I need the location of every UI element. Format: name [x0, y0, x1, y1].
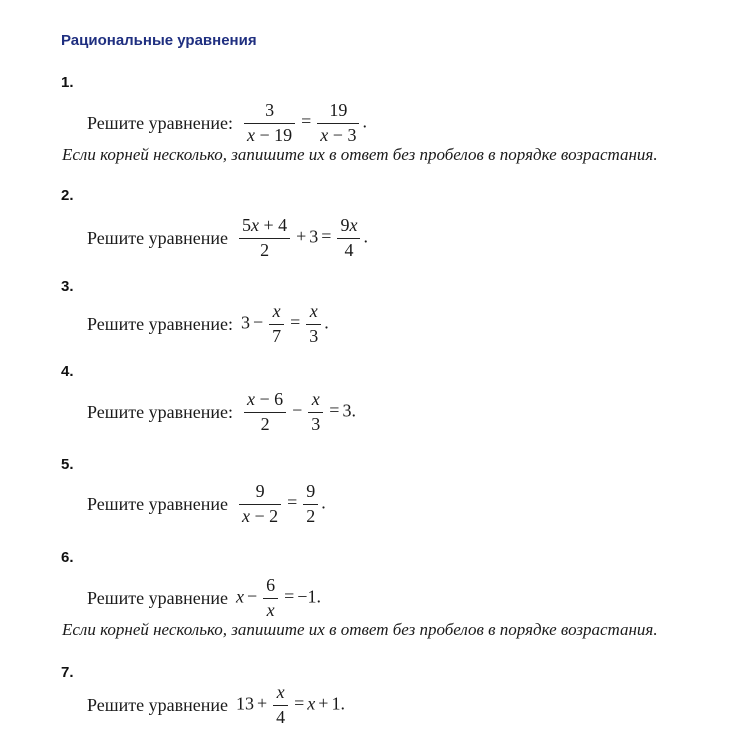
problem-3-prompt: Решите уравнение: — [87, 313, 233, 334]
problem-6-equation: x − $\frac{6}{x}$ = −1. — [235, 574, 321, 620]
problem-6-line — [87, 568, 321, 628]
problem-2-equation: $\frac{5x + 4}{2}$ + 3 = $\frac{9x}{4}$ . — [236, 216, 368, 261]
problem-7-equation: 13 + $\frac{x}{4}$ = x + 1. — [235, 681, 345, 727]
problem-3-equation: 3 − $\frac{x}{7}$ = $\frac{x}{3}$ . — [240, 300, 329, 346]
problem-6-prompt: Решите уравнение — [87, 587, 228, 608]
problem-2-number: 2. — [61, 187, 74, 204]
problem-1-equation: $\frac{3}{x - 19}$ = $\frac{19}{x - 3}$ . — [241, 101, 367, 146]
problem-2-prompt: Решите уравнение — [87, 227, 228, 248]
problem-4-prompt: Решите уравнение: — [87, 401, 233, 422]
problem-5-number: 5. — [61, 456, 74, 473]
problem-1-line — [87, 93, 367, 153]
problem-3-line — [87, 294, 329, 354]
problem-1-note: Если корней несколько, запишите их в ответ без пробелов в порядке возрастания. — [62, 145, 658, 164]
problem-4-line — [87, 382, 356, 442]
problem-4-equation: $\frac{x - 6}{2}$ − $\frac{x}{3}$ = 3. — [241, 390, 356, 435]
problem-1-prompt: Решите уравнение: — [87, 112, 233, 133]
problem-4-number: 4. — [61, 363, 74, 380]
problem-2-line — [87, 208, 368, 268]
problem-7-prompt: Решите уравнение — [87, 694, 228, 715]
problem-6-number: 6. — [61, 549, 74, 566]
problem-7-line — [87, 675, 345, 735]
problem-1-number: 1. — [61, 74, 74, 91]
worksheet-title: Рациональные уравнения — [61, 32, 257, 49]
problem-5-equation: $\frac{9}{x - 2}$ = $\frac{9}{2}$ . — [236, 482, 326, 527]
problem-3-number: 3. — [61, 278, 74, 295]
problem-5-line — [87, 474, 326, 534]
problem-5-prompt: Решите уравнение — [87, 493, 228, 514]
problem-6-note: Если корней несколько, запишите их в ответ без пробелов в порядке возрастания. — [62, 620, 658, 639]
problem-7-number: 7. — [61, 664, 74, 681]
